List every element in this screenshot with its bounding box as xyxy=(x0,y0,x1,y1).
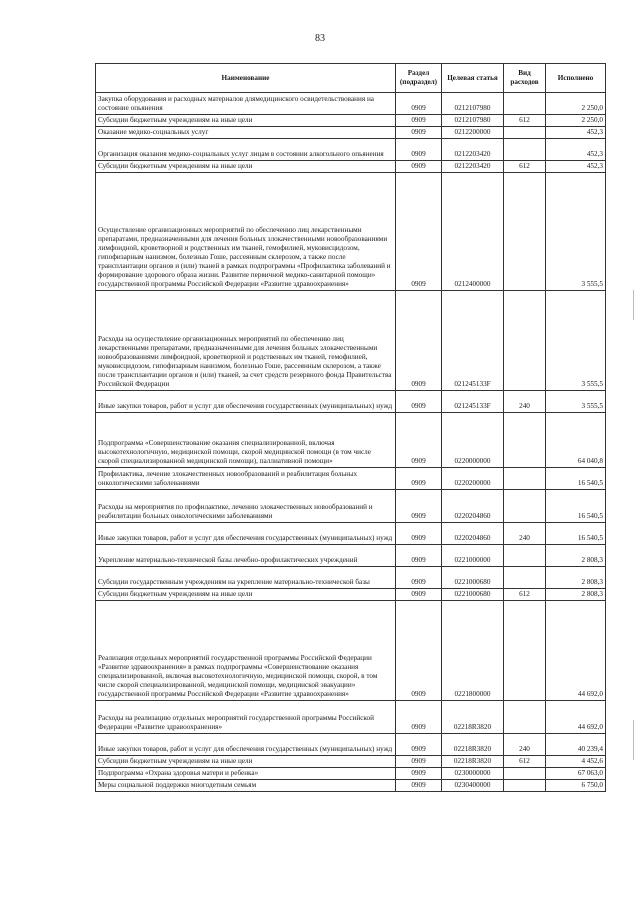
cell-amount: 2 808,3 xyxy=(546,589,606,601)
cell-name: Субсидии государственным учреждениям на укрепление материально-технической базы xyxy=(96,567,396,589)
cell-name: Расходы на реализацию отдельных мероприятий государственной программы Российской Федерации «Развитие здравоохранения» xyxy=(96,701,396,734)
cell-type xyxy=(504,780,546,792)
cell-name: Закупка оборудования и расходных материалов длямедицинского освидетельствования на состояние опьянения xyxy=(96,93,396,115)
cell-section: 0909 xyxy=(396,139,442,161)
cell-section: 0909 xyxy=(396,127,442,139)
cell-amount: 2 250,0 xyxy=(546,115,606,127)
cell-section: 0909 xyxy=(396,161,442,173)
cell-amount: 452,3 xyxy=(546,161,606,173)
cell-type: 240 xyxy=(504,734,546,756)
table-body xyxy=(96,93,606,792)
cell-name: Реализация отдельных мероприятий государственной программы Российской Федерации «Развитие здравоохранения» в рамках подпрограммы «Совершенствование оказания специализированной, включая высокотехнологичную, медицинской помощи, скорой, в том числе скорой специализированной, медицинской помощи, медицинской эвакуации» государственной программы Российской Федерации «Развитие здравоохранения» xyxy=(96,601,396,701)
cell-amount: 2 250,0 xyxy=(546,93,606,115)
cell-target: 0212400000 xyxy=(442,173,504,291)
cell-type: 240 xyxy=(504,523,546,545)
cell-amount: 6 750,0 xyxy=(546,780,606,792)
table-row xyxy=(96,173,606,291)
cell-target: 0221000000 xyxy=(442,545,504,567)
table-row xyxy=(96,545,606,567)
cell-name: Иные закупки товаров, работ и услуг для обеспечения государственных (муниципальных) нужд xyxy=(96,523,396,545)
cell-name: Расходы на осуществление организационных мероприятий по обеспечению лиц лекарственными препаратами, предназначенными для лечения больных злокачественными новообразованиями лимфоидной, кроветворной и родственных им тканей, гемофилией, муковисцидозом, гипофизарным нанизмом, болезнью Гоше, рассеянным склерозом, а также после трансплантации органов и (или) тканей, за счет средств резервного фонда Правительства Российской Федерации xyxy=(96,291,396,391)
cell-name: Субсидии бюджетным учреждениям на иные цели xyxy=(96,756,396,768)
budget-table xyxy=(95,63,606,792)
cell-name: Подпрограмма «Охрана здоровья матери и ребенка» xyxy=(96,768,396,780)
cell-section: 0909 xyxy=(396,93,442,115)
cell-section: 0909 xyxy=(396,756,442,768)
table-row xyxy=(96,734,606,756)
cell-type xyxy=(504,139,546,161)
table-row xyxy=(96,701,606,734)
cell-section: 0909 xyxy=(396,734,442,756)
cell-section: 0909 xyxy=(396,589,442,601)
table-row xyxy=(96,161,606,173)
cell-amount: 452,3 xyxy=(546,127,606,139)
cell-type xyxy=(504,468,546,490)
header-target: Целевая статья xyxy=(442,64,504,93)
table-row xyxy=(96,768,606,780)
cell-name: Расходы на мероприятия по профилактике, лечению злокачественных новообразований и реабилитации больных онкологическими заболеваниями xyxy=(96,490,396,523)
table-row xyxy=(96,115,606,127)
cell-name: Иные закупки товаров, работ и услуг для обеспечения государственных (муниципальных) нужд xyxy=(96,734,396,756)
cell-amount: 16 540,5 xyxy=(546,523,606,545)
cell-type xyxy=(504,291,546,391)
cell-amount: 64 040,8 xyxy=(546,413,606,468)
cell-section: 0909 xyxy=(396,291,442,391)
cell-target: 0212203420 xyxy=(442,161,504,173)
cell-amount: 3 555,5 xyxy=(546,391,606,413)
cell-name: Профилактика, лечение злокачественных новообразований и реабилитация больных онкологическими заболеваниями xyxy=(96,468,396,490)
cell-amount: 2 808,3 xyxy=(546,545,606,567)
cell-name: Иные закупки товаров, работ и услуг для обеспечения государственных (муниципальных) нужд xyxy=(96,391,396,413)
cell-amount: 44 692,0 xyxy=(546,701,606,734)
cell-target: 021245133F xyxy=(442,391,504,413)
cell-type xyxy=(504,567,546,589)
cell-name: Субсидии бюджетным учреждениям на иные цели xyxy=(96,589,396,601)
cell-name: Укрепление материально-технической базы лечебно-профилактических учреждений xyxy=(96,545,396,567)
cell-section: 0909 xyxy=(396,545,442,567)
table-row xyxy=(96,756,606,768)
cell-amount: 3 555,5 xyxy=(546,291,606,391)
cell-amount: 452,3 xyxy=(546,139,606,161)
cell-target: 02218R3820 xyxy=(442,734,504,756)
table-row xyxy=(96,601,606,701)
table-row xyxy=(96,93,606,115)
cell-target: 02218R3820 xyxy=(442,701,504,734)
table-row xyxy=(96,291,606,391)
cell-type xyxy=(504,545,546,567)
table-row xyxy=(96,413,606,468)
cell-section: 0909 xyxy=(396,768,442,780)
table-row xyxy=(96,490,606,523)
cell-amount: 16 540,5 xyxy=(546,490,606,523)
cell-section: 0909 xyxy=(396,490,442,523)
cell-section: 0909 xyxy=(396,413,442,468)
table-row xyxy=(96,468,606,490)
cell-target: 0212107980 xyxy=(442,93,504,115)
cell-target: 02218R3820 xyxy=(442,756,504,768)
table-row xyxy=(96,139,606,161)
table-row xyxy=(96,523,606,545)
cell-section: 0909 xyxy=(396,701,442,734)
table-header-row xyxy=(96,64,606,93)
cell-amount: 67 063,0 xyxy=(546,768,606,780)
table-row xyxy=(96,589,606,601)
cell-amount: 4 452,6 xyxy=(546,756,606,768)
header-name: Наименование xyxy=(96,64,396,93)
cell-name: Осуществление организационных мероприятий по обеспечению лиц лекарственными препаратами, предназначенными для лечения больных злокачественными новообразованиями лимфоидной, кроветворной и родственных им тканей, гемофилией, муковисцидозом, гипофизарным нанизмом, болезнью Гоше, рассеянным склерозом, а также после трансплантации органов и (или) тканей в рамках подпрограммы «Профилактика заболеваний и формирование здорового образа жизни. Развитие первичной медико-санитарной помощи» государственной программы Российской Федерации «Развитие здравоохранения» xyxy=(96,173,396,291)
cell-type xyxy=(504,93,546,115)
cell-type: 240 xyxy=(504,391,546,413)
cell-amount: 40 239,4 xyxy=(546,734,606,756)
cell-type xyxy=(504,127,546,139)
cell-name: Организация оказания медико-социальных услуг лицам в состоянии алкогольного опьянения xyxy=(96,139,396,161)
table-row xyxy=(96,127,606,139)
cell-target: 021245133F xyxy=(442,291,504,391)
cell-section: 0909 xyxy=(396,173,442,291)
cell-target: 0221800000 xyxy=(442,601,504,701)
cell-target: 0212107980 xyxy=(442,115,504,127)
cell-type xyxy=(504,173,546,291)
header-type: Вид расходов xyxy=(504,64,546,93)
cell-type: 612 xyxy=(504,756,546,768)
cell-type: 612 xyxy=(504,161,546,173)
page-number: 83 xyxy=(315,33,325,44)
cell-type xyxy=(504,413,546,468)
cell-name: Субсидии бюджетным учреждениям на иные цели xyxy=(96,161,396,173)
cell-target: 0212203420 xyxy=(442,139,504,161)
cell-name: Оказание медико-социальных услуг xyxy=(96,127,396,139)
cell-type: 612 xyxy=(504,589,546,601)
cell-target: 0230000000 xyxy=(442,768,504,780)
cell-section: 0909 xyxy=(396,523,442,545)
cell-name: Субсидии бюджетным учреждениям на иные цели xyxy=(96,115,396,127)
cell-name: Меры социальной поддержки многодетным семьям xyxy=(96,780,396,792)
cell-amount: 2 808,3 xyxy=(546,567,606,589)
cell-target: 0221000680 xyxy=(442,589,504,601)
cell-section: 0909 xyxy=(396,115,442,127)
cell-amount: 16 540,5 xyxy=(546,468,606,490)
cell-type xyxy=(504,490,546,523)
cell-section: 0909 xyxy=(396,391,442,413)
cell-name: Подпрограмма «Совершенствование оказания специализированной, включая высокотехнологичную, медицинской помощи, скорой медицинской помощи (в том числе скорой специализированной медицинской помощи), паллиативной помощи» xyxy=(96,413,396,468)
cell-target: 0220000000 xyxy=(442,413,504,468)
cell-type xyxy=(504,701,546,734)
cell-section: 0909 xyxy=(396,567,442,589)
cell-target: 0230400000 xyxy=(442,780,504,792)
cell-type xyxy=(504,601,546,701)
cell-target: 0221000680 xyxy=(442,567,504,589)
cell-section: 0909 xyxy=(396,468,442,490)
cell-amount: 3 555,5 xyxy=(546,173,606,291)
cell-amount: 44 692,0 xyxy=(546,601,606,701)
table-row xyxy=(96,567,606,589)
header-executed: Исполнено xyxy=(546,64,606,93)
cell-target: 0220204860 xyxy=(442,523,504,545)
table-row xyxy=(96,391,606,413)
header-section: Раздел (подраздел) xyxy=(396,64,442,93)
cell-type: 612 xyxy=(504,115,546,127)
cell-section: 0909 xyxy=(396,601,442,701)
cell-target: 0220204860 xyxy=(442,490,504,523)
cell-type xyxy=(504,768,546,780)
scan-mark xyxy=(633,290,634,320)
table-row xyxy=(96,780,606,792)
cell-target: 0220200000 xyxy=(442,468,504,490)
cell-section: 0909 xyxy=(396,780,442,792)
cell-target: 0212200000 xyxy=(442,127,504,139)
scan-mark xyxy=(633,720,634,760)
